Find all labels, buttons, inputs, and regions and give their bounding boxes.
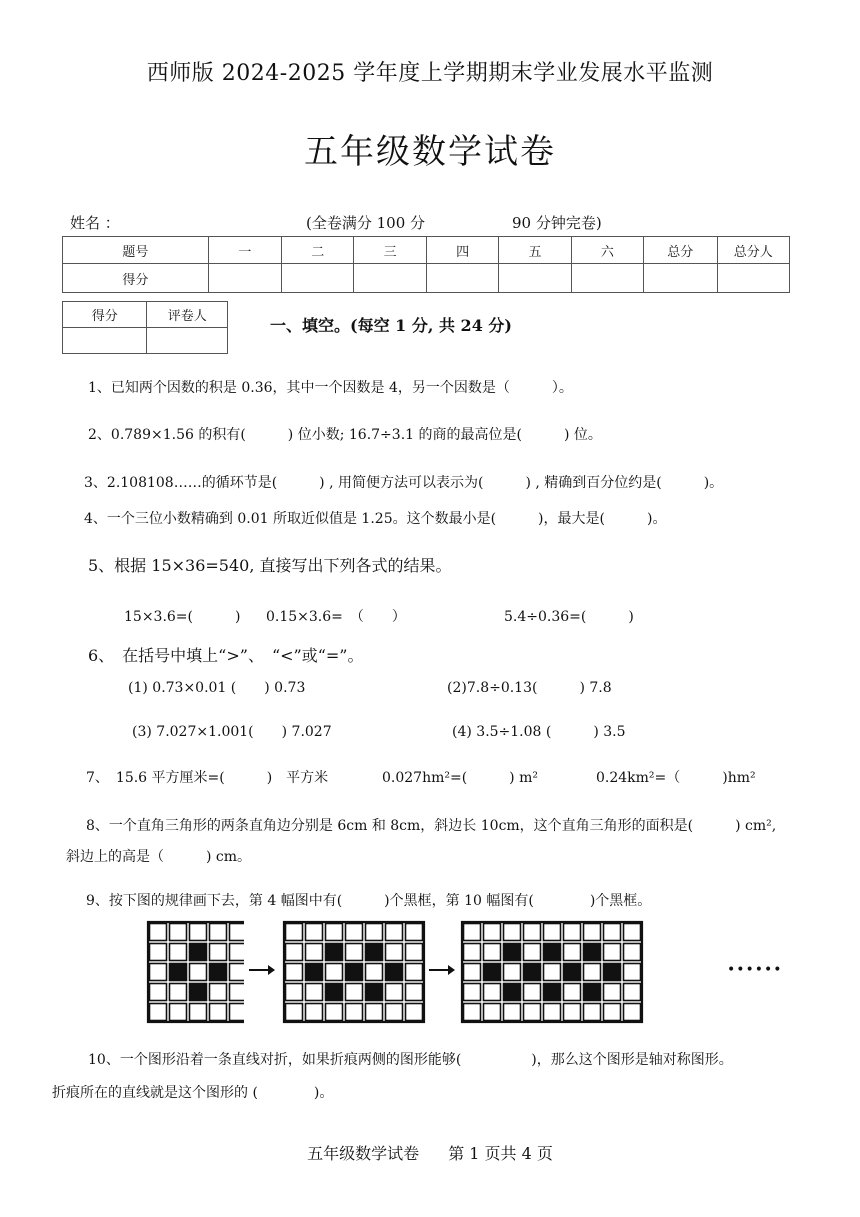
score-input-cell[interactable] xyxy=(571,264,643,293)
white-cell xyxy=(150,924,167,941)
question-1: 1、已知两个因数的积是 0.36，其中一个因数是 4，另一个因数是（ ）。 xyxy=(88,380,573,396)
pattern-figure-1 xyxy=(144,918,244,1028)
score-table-cell: 三 xyxy=(354,237,426,264)
score-input-cell[interactable] xyxy=(426,264,498,293)
white-cell xyxy=(346,944,363,961)
pattern-arrow-icon xyxy=(248,963,276,977)
white-cell xyxy=(386,924,403,941)
question-8-line2: 斜边上的高是（ ) cm。 xyxy=(66,849,252,865)
white-cell xyxy=(564,944,581,961)
grader-table-grader-label: 评卷人 xyxy=(147,302,228,328)
white-cell xyxy=(484,984,501,1001)
black-cell xyxy=(504,944,521,961)
white-cell xyxy=(584,924,601,941)
black-cell xyxy=(190,984,207,1001)
white-cell xyxy=(564,924,581,941)
white-cell xyxy=(286,944,303,961)
white-cell xyxy=(190,924,207,941)
question-9: 9、按下图的规律画下去，第 4 幅图中有( )个黑框，第 10 幅图有( )个黑框。 xyxy=(86,893,652,909)
score-input-cell[interactable] xyxy=(282,264,354,293)
white-cell xyxy=(210,924,227,941)
white-cell xyxy=(366,964,383,981)
footer-title: 五年级数学试卷 xyxy=(307,1144,420,1163)
black-cell xyxy=(584,984,601,1001)
question-6a: (1) 0.73×0.01 ( ) 0.73 xyxy=(128,680,306,696)
white-cell xyxy=(504,1004,521,1021)
white-cell xyxy=(604,944,621,961)
white-cell xyxy=(624,964,641,981)
white-cell xyxy=(170,984,187,1001)
white-cell xyxy=(504,964,521,981)
white-cell xyxy=(484,924,501,941)
footer-page-number: 第 1 页共 4 页 xyxy=(448,1144,553,1163)
score-table-cell: 总分人 xyxy=(717,237,789,264)
question-6d: (4) 3.5÷1.08 ( ) 3.5 xyxy=(452,724,626,740)
white-cell xyxy=(524,1004,541,1021)
white-cell xyxy=(624,984,641,1001)
grader-name-cell[interactable] xyxy=(147,328,228,354)
question-5c: 5.4÷0.36=( ) xyxy=(504,609,634,625)
time-note: 90 分钟完卷) xyxy=(512,214,602,232)
white-cell xyxy=(346,1004,363,1021)
white-cell xyxy=(406,964,423,981)
black-cell xyxy=(484,964,501,981)
white-cell xyxy=(286,924,303,941)
score-table xyxy=(62,236,790,293)
white-cell xyxy=(564,1004,581,1021)
white-cell xyxy=(484,944,501,961)
white-cell xyxy=(406,924,423,941)
black-cell xyxy=(366,944,383,961)
black-cell xyxy=(504,984,521,1001)
white-cell xyxy=(210,944,227,961)
white-cell xyxy=(604,1004,621,1021)
question-10-line2: 折痕所在的直线就是这个图形的 ( )。 xyxy=(52,1085,334,1101)
white-cell xyxy=(150,1004,167,1021)
black-cell xyxy=(170,964,187,981)
white-cell xyxy=(306,944,323,961)
white-cell xyxy=(464,1004,481,1021)
white-cell xyxy=(306,1004,323,1021)
question-7c: 0.24km²=（ )hm² xyxy=(596,770,756,786)
black-cell xyxy=(210,964,227,981)
white-cell xyxy=(190,964,207,981)
white-cell xyxy=(406,1004,423,1021)
black-cell xyxy=(190,944,207,961)
white-cell xyxy=(210,984,227,1001)
white-cell xyxy=(326,1004,343,1021)
question-5b: 0.15×3.6= （ ） xyxy=(266,609,406,625)
grader-table-score-label: 得分 xyxy=(63,302,147,328)
white-cell xyxy=(464,964,481,981)
white-cell xyxy=(386,944,403,961)
score-table-cell: 得分 xyxy=(63,264,209,293)
white-cell xyxy=(190,1004,207,1021)
white-cell xyxy=(386,1004,403,1021)
white-cell xyxy=(210,1004,227,1021)
score-table-cell: 二 xyxy=(282,237,354,264)
question-10-line1: 10、一个图形沿着一条直线对折，如果折痕两侧的图形能够( )，那么这个图形是轴对称图形。 xyxy=(88,1052,733,1068)
white-cell xyxy=(584,964,601,981)
white-cell xyxy=(326,924,343,941)
black-cell xyxy=(326,944,343,961)
white-cell xyxy=(150,964,167,981)
white-cell xyxy=(170,924,187,941)
question-5a: 15×3.6=( ) xyxy=(124,609,241,625)
white-cell xyxy=(406,944,423,961)
white-cell xyxy=(524,984,541,1001)
white-cell xyxy=(346,924,363,941)
white-cell xyxy=(286,984,303,1001)
white-cell xyxy=(464,924,481,941)
white-cell xyxy=(464,984,481,1001)
black-cell xyxy=(544,944,561,961)
question-6: 6、 在括号中填上“>”、 “<”或“=”。 xyxy=(88,646,364,665)
grader-table xyxy=(62,301,228,354)
black-cell xyxy=(524,964,541,981)
white-cell xyxy=(366,924,383,941)
score-table-cell: 题号 xyxy=(63,237,209,264)
white-cell xyxy=(150,944,167,961)
black-cell xyxy=(326,984,343,1001)
score-input-cell[interactable] xyxy=(208,264,281,293)
black-cell xyxy=(604,964,621,981)
continuation-dots: •••••• xyxy=(727,962,783,978)
section-title: 一、填空。(每空 1 分, 共 24 分) xyxy=(270,316,512,335)
grader-score-cell[interactable] xyxy=(63,328,147,354)
white-cell xyxy=(230,984,245,1001)
white-cell xyxy=(230,944,245,961)
black-cell xyxy=(306,964,323,981)
score-table-cell: 总分 xyxy=(644,237,717,264)
question-7a: 7、 15.6 平方厘米=( ) 平方米 xyxy=(86,770,329,786)
question-3: 3、2.108108……的循环节是( ) , 用简便方法可以表示为( ) , 精确到百分位约是( )。 xyxy=(84,475,724,491)
question-6b: (2)7.8÷0.13( ) 7.8 xyxy=(447,680,612,696)
score-table-cell: 一 xyxy=(208,237,281,264)
full-score-note: (全卷满分 100 分 xyxy=(306,214,426,232)
white-cell xyxy=(464,944,481,961)
score-table-cell: 五 xyxy=(499,237,571,264)
white-cell xyxy=(230,924,245,941)
white-cell xyxy=(544,964,561,981)
white-cell xyxy=(544,1004,561,1021)
exam-header: 西师版 2024-2025 学年度上学期期末学业发展水平监测 xyxy=(146,61,714,86)
white-cell xyxy=(346,984,363,1001)
question-6c: (3) 7.027×1.001( ) 7.027 xyxy=(132,724,332,740)
pattern-figure-3 xyxy=(458,918,646,1028)
score-table-score-row xyxy=(63,264,790,293)
white-cell xyxy=(504,924,521,941)
white-cell xyxy=(484,1004,501,1021)
white-cell xyxy=(306,924,323,941)
white-cell xyxy=(624,944,641,961)
white-cell xyxy=(544,924,561,941)
white-cell xyxy=(624,1004,641,1021)
white-cell xyxy=(524,924,541,941)
question-7b: 0.027hm²=( ) m² xyxy=(382,770,538,786)
exam-title: 五年级数学试卷 xyxy=(304,132,556,172)
page-footer xyxy=(0,1141,860,1164)
white-cell xyxy=(230,964,245,981)
black-cell xyxy=(564,964,581,981)
white-cell xyxy=(306,984,323,1001)
white-cell xyxy=(524,944,541,961)
white-cell xyxy=(406,984,423,1001)
pattern-figure-2 xyxy=(280,918,426,1028)
score-input-cell[interactable] xyxy=(644,264,717,293)
white-cell xyxy=(624,924,641,941)
question-5: 5、根据 15×36=540, 直接写出下列各式的结果。 xyxy=(88,556,452,575)
black-cell xyxy=(366,984,383,1001)
question-4: 4、一个三位小数精确到 0.01 所取近似值是 1.25。这个数最小是( )，最大是( )。 xyxy=(84,511,667,527)
score-table-header-row xyxy=(63,237,790,264)
white-cell xyxy=(366,1004,383,1021)
score-table-cell: 四 xyxy=(426,237,498,264)
white-cell xyxy=(564,984,581,1001)
score-input-cell[interactable] xyxy=(717,264,789,293)
black-cell xyxy=(386,964,403,981)
question-2: 2、0.789×1.56 的积有( ) 位小数; 16.7÷3.1 的商的最高位是( ) 位。 xyxy=(88,427,602,443)
pattern-arrow-icon xyxy=(428,963,456,977)
black-cell xyxy=(346,964,363,981)
question-8-line1: 8、一个直角三角形的两条直角边分别是 6cm 和 8cm，斜边长 10cm，这个直角三角形的面积是( ) cm², xyxy=(86,818,777,834)
score-table-cell: 六 xyxy=(571,237,643,264)
white-cell xyxy=(584,1004,601,1021)
white-cell xyxy=(604,984,621,1001)
white-cell xyxy=(286,1004,303,1021)
white-cell xyxy=(326,964,343,981)
white-cell xyxy=(604,924,621,941)
white-cell xyxy=(286,964,303,981)
white-cell xyxy=(150,984,167,1001)
white-cell xyxy=(170,1004,187,1021)
score-input-cell[interactable] xyxy=(354,264,426,293)
white-cell xyxy=(386,984,403,1001)
white-cell xyxy=(170,944,187,961)
black-cell xyxy=(584,944,601,961)
score-input-cell[interactable] xyxy=(499,264,571,293)
black-cell xyxy=(544,984,561,1001)
white-cell xyxy=(230,1004,245,1021)
name-label: 姓名 ： xyxy=(70,214,120,232)
